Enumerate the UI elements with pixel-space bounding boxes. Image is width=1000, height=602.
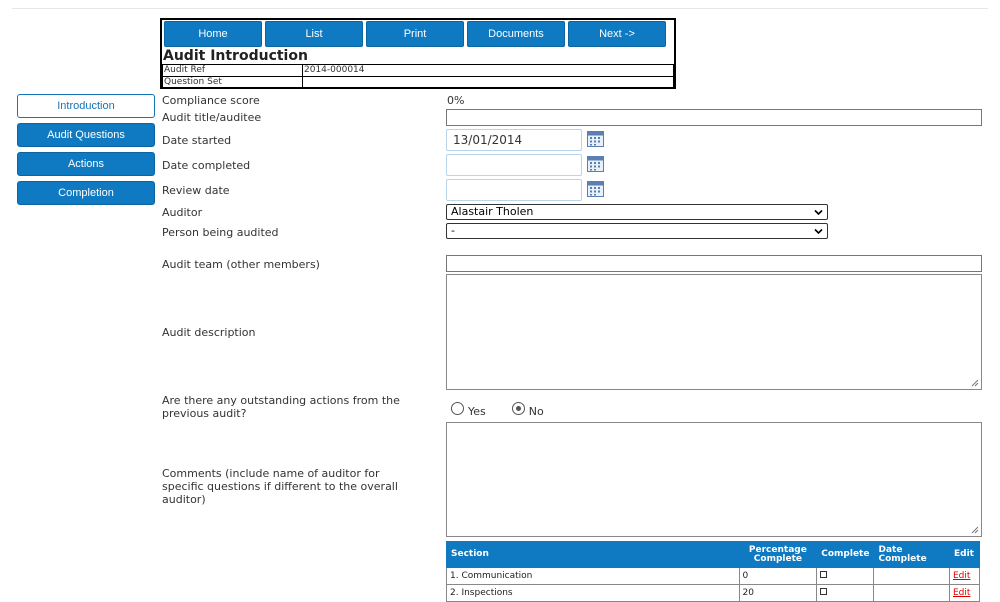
audit-description-label: Audit description [162, 326, 256, 339]
section-percentage: 20 [739, 585, 817, 602]
column-header-percentage: Percentage Complete [739, 542, 817, 568]
audit-meta-table [162, 64, 674, 89]
calendar-icon[interactable] [587, 131, 604, 147]
person-audited-selected-value: - [451, 224, 455, 237]
chevron-down-icon [814, 208, 823, 217]
documents-button[interactable]: Documents [467, 21, 565, 47]
edit-link[interactable]: Edit [953, 588, 971, 598]
section-complete-cell [817, 568, 874, 585]
audit-team-label: Audit team (other members) [162, 258, 320, 271]
chevron-down-icon [814, 227, 823, 236]
column-header-edit: Edit [950, 542, 980, 568]
table-row [447, 568, 980, 585]
calendar-icon[interactable] [587, 181, 604, 197]
date-started-input[interactable]: 13/01/2014 [446, 129, 582, 151]
auditor-select[interactable] [446, 204, 828, 220]
auditor-selected-value: Alastair Tholen [451, 205, 534, 218]
section-edit-cell [950, 585, 980, 602]
comments-textarea[interactable] [446, 422, 982, 537]
audit-ref-value: 2014-000014 [303, 65, 674, 77]
comments-label: Comments (include name of auditor for specific questions if different to the overall auditor) [162, 467, 398, 506]
outstanding-actions-label: Are there any outstanding actions from the previous audit? [162, 394, 400, 420]
no-radio[interactable] [512, 402, 525, 415]
side-item-actions[interactable]: Actions [17, 152, 155, 176]
print-button[interactable]: Print [366, 21, 464, 47]
resize-grip-icon[interactable] [971, 526, 979, 534]
section-date-complete [874, 585, 950, 602]
audit-ref-label: Audit Ref [163, 65, 303, 77]
side-menu [17, 94, 155, 210]
section-name: 2. Inspections [447, 585, 740, 602]
radio-option-yes[interactable] [451, 399, 486, 418]
yes-radio-label: Yes [468, 405, 486, 418]
audit-header [160, 18, 676, 89]
audit-description-textarea[interactable] [446, 274, 982, 390]
section-name: 1. Communication [447, 568, 740, 585]
person-audited-select[interactable] [446, 223, 828, 239]
complete-checkbox[interactable] [820, 588, 827, 595]
date-completed-label: Date completed [162, 159, 251, 172]
review-date-input[interactable] [446, 179, 582, 201]
person-audited-label: Person being audited [162, 226, 279, 239]
side-item-completion[interactable]: Completion [17, 181, 155, 205]
no-radio-label: No [528, 405, 544, 418]
edit-link[interactable]: Edit [953, 571, 971, 581]
question-set-value [303, 77, 674, 89]
table-row [447, 585, 980, 602]
section-date-complete [874, 568, 950, 585]
review-date-label: Review date [162, 184, 230, 197]
column-header-complete: Complete [817, 542, 874, 568]
date-started-label: Date started [162, 134, 232, 147]
audit-team-input[interactable] [446, 255, 982, 272]
yes-radio[interactable] [451, 402, 464, 415]
audit-title-label: Audit title/auditee [162, 111, 262, 124]
top-divider [12, 8, 988, 9]
section-edit-cell [950, 568, 980, 585]
sections-table [446, 541, 980, 602]
compliance-score-label: Compliance score [162, 94, 260, 107]
resize-grip-icon[interactable] [971, 379, 979, 387]
complete-checkbox[interactable] [820, 571, 827, 578]
auditor-label: Auditor [162, 206, 203, 219]
page-title: Audit Introduction [163, 48, 308, 64]
calendar-icon[interactable] [587, 156, 604, 172]
column-header-section: Section [447, 542, 740, 568]
question-set-label: Question Set [163, 77, 303, 89]
list-button[interactable]: List [265, 21, 363, 47]
section-complete-cell [817, 585, 874, 602]
outstanding-actions-radio-group [451, 399, 544, 418]
compliance-score-value: 0% [447, 94, 465, 107]
radio-option-no[interactable] [512, 399, 544, 418]
side-item-audit-questions[interactable]: Audit Questions [17, 123, 155, 147]
side-item-introduction[interactable]: Introduction [17, 94, 155, 118]
home-button[interactable]: Home [164, 21, 262, 47]
column-header-date-complete: Date Complete [874, 542, 950, 568]
date-completed-input[interactable] [446, 154, 582, 176]
section-percentage: 0 [739, 568, 817, 585]
next-button[interactable]: Next -> [568, 21, 666, 47]
audit-title-input[interactable] [446, 109, 982, 126]
top-nav [162, 20, 674, 47]
